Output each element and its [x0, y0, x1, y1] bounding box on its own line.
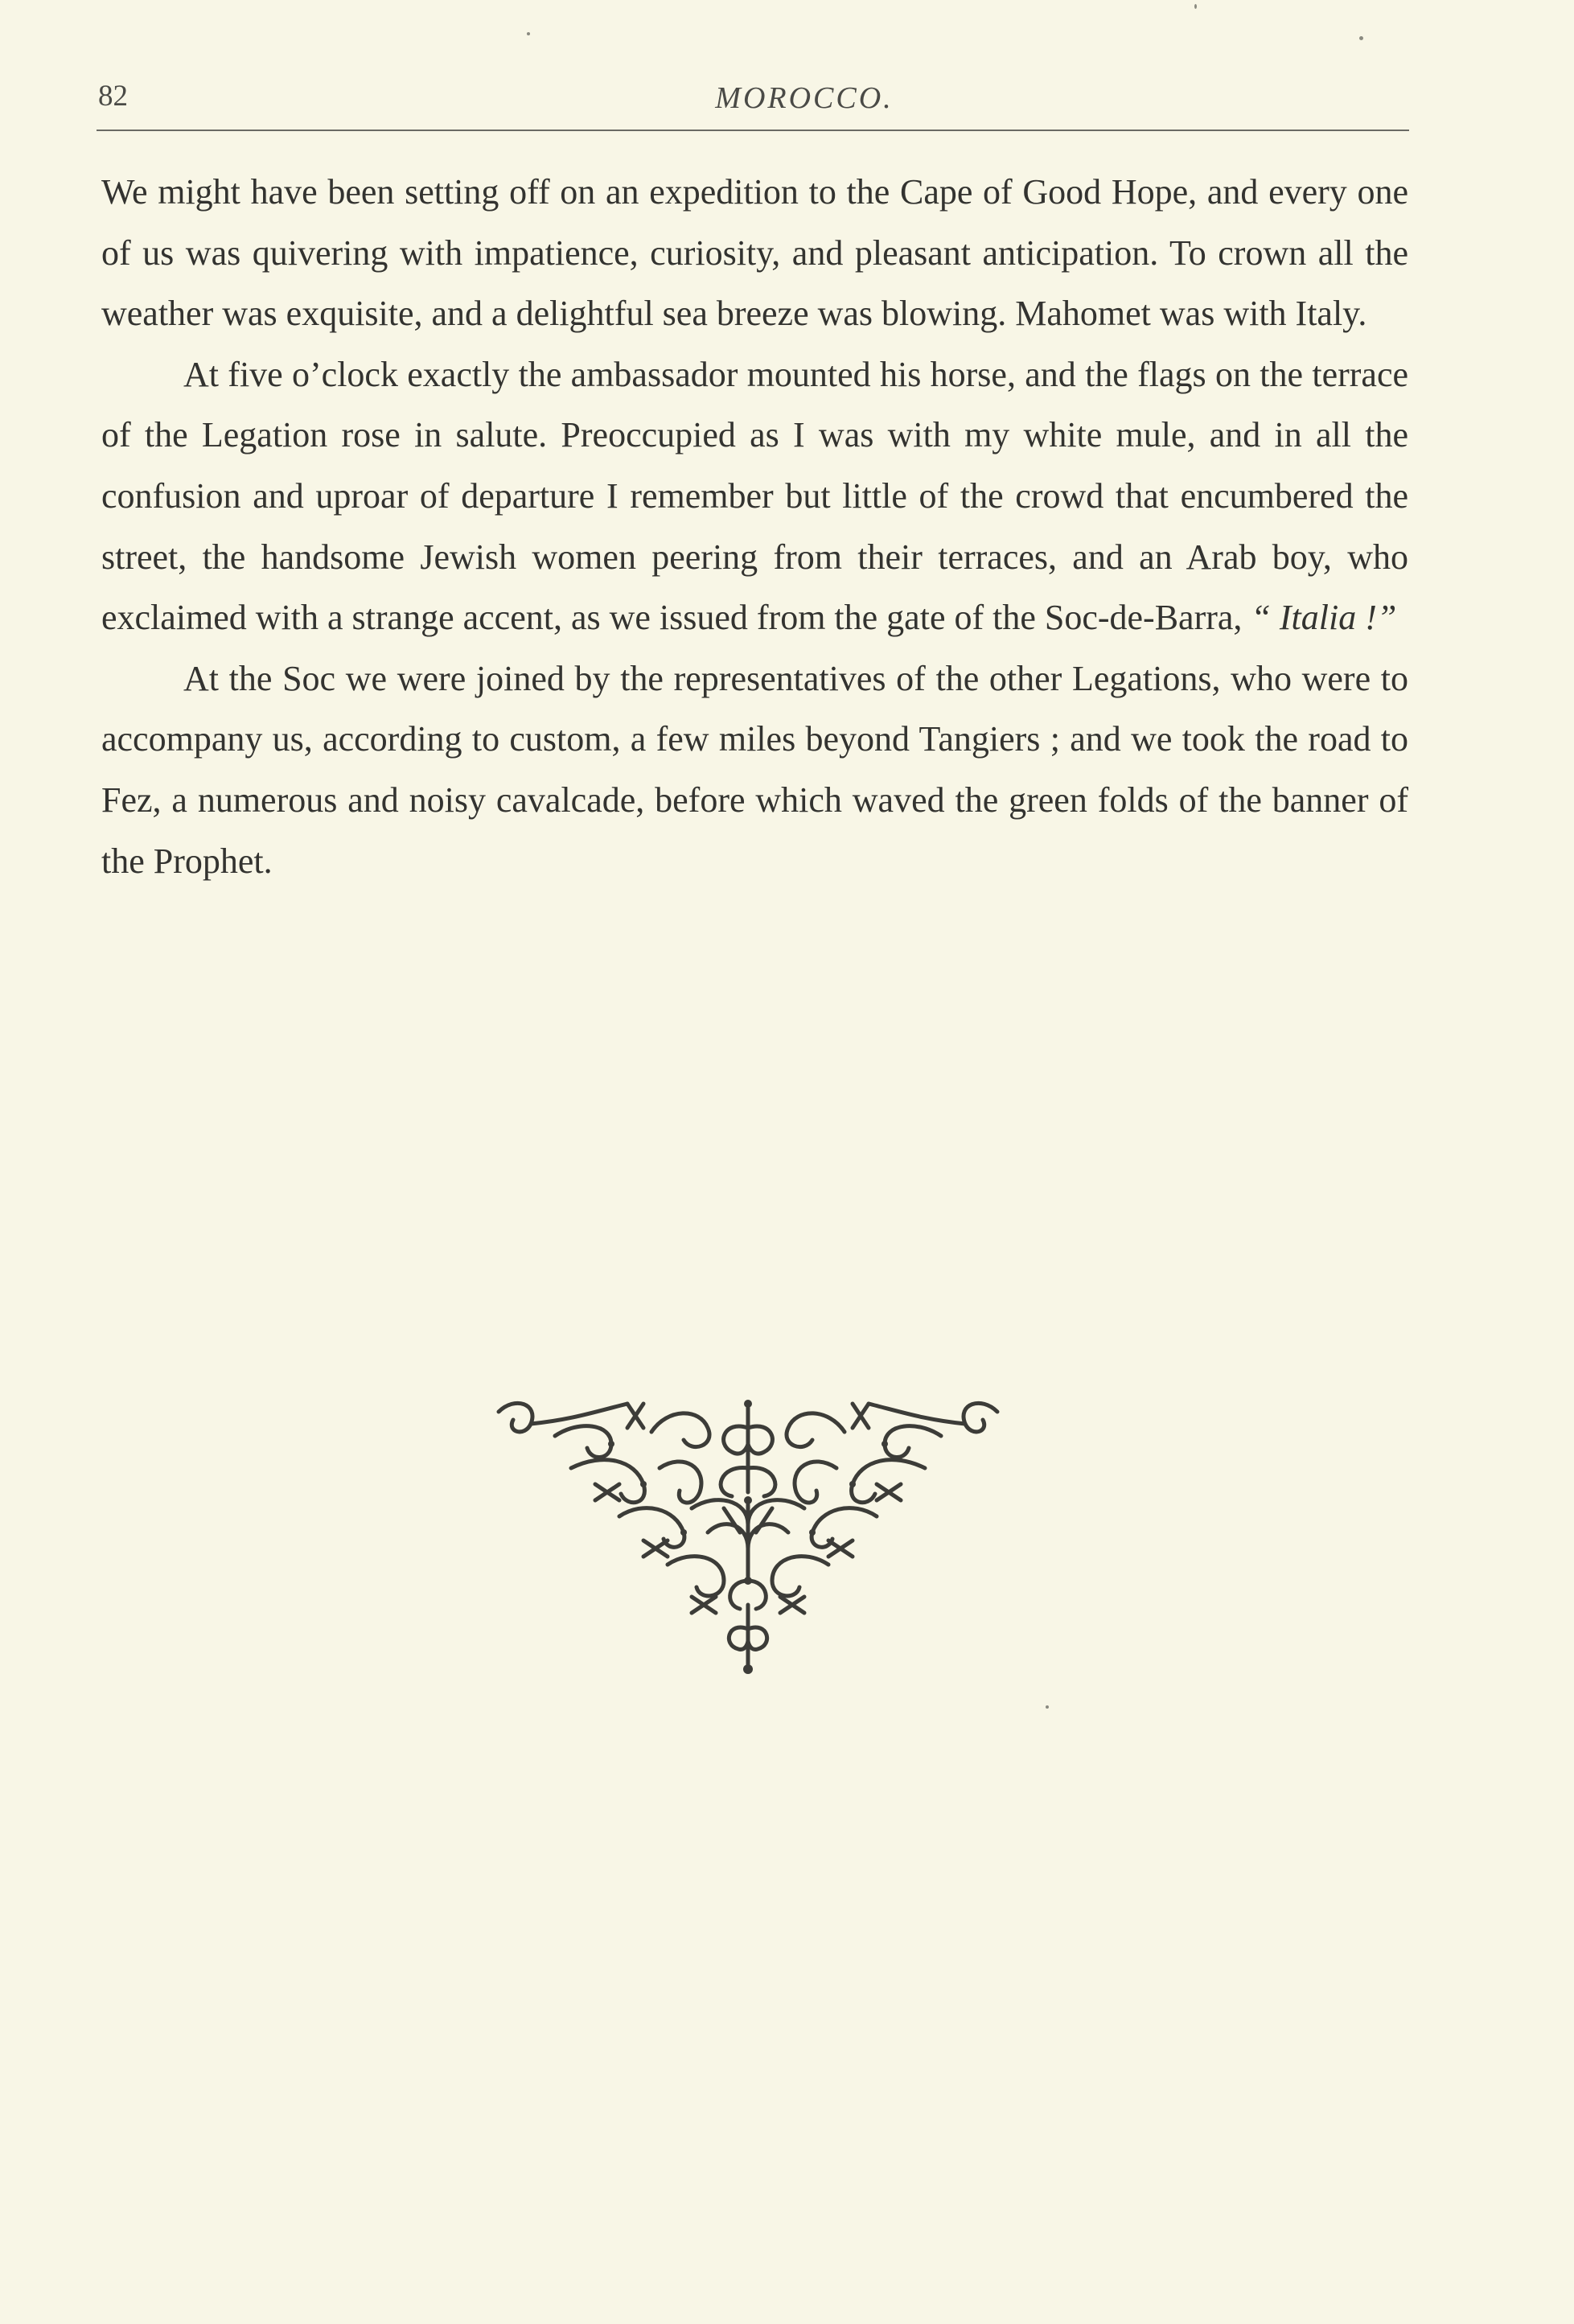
tailpiece-ornament-icon [483, 1396, 1021, 1677]
paper-speck [1194, 4, 1197, 9]
body-text [101, 162, 1408, 891]
page-number: 82 [98, 80, 128, 113]
paragraph-3: At the Soc we were joined by the representatives of the other Legations, who were to accompany us, according to custom, a few miles beyond Tangiers ; and we took the road to Fez, a numerous and noisy cavalcade, before which waved the green folds of the banner of the Prophet. [101, 658, 1408, 881]
paragraph-2 [101, 344, 1408, 648]
running-title: MOROCCO. [715, 81, 894, 115]
paragraph-1: We might have been setting off on an expedition to the Cape of Good Hope, and every one of us was quivering with impatience, curiosity, and pleasant anticipation. To crown all the weather was exquisite, and a delightful sea breeze was blowing. Mahomet was with Italy. [101, 172, 1408, 334]
italia-quote: “ Italia !” [1251, 598, 1397, 638]
header-rule [97, 130, 1409, 131]
paper-speck [527, 32, 530, 35]
paragraph-2-text: At five o’clock exactly the ambassador mounted his horse, and the flags on the terrace of the Legation rose in salute. Preoccupied as I was with my white mule, and in all the confusion and uproar of departure I remember but little of the crowd that encumbered the street, the handsome Jewish women peering from their terraces, and an Arab boy, who exclaimed with a strange accent, as we issued from the gate of the Soc-de-Barra, [101, 354, 1408, 638]
paper-speck [1046, 1705, 1049, 1709]
paper-speck [1359, 36, 1363, 40]
